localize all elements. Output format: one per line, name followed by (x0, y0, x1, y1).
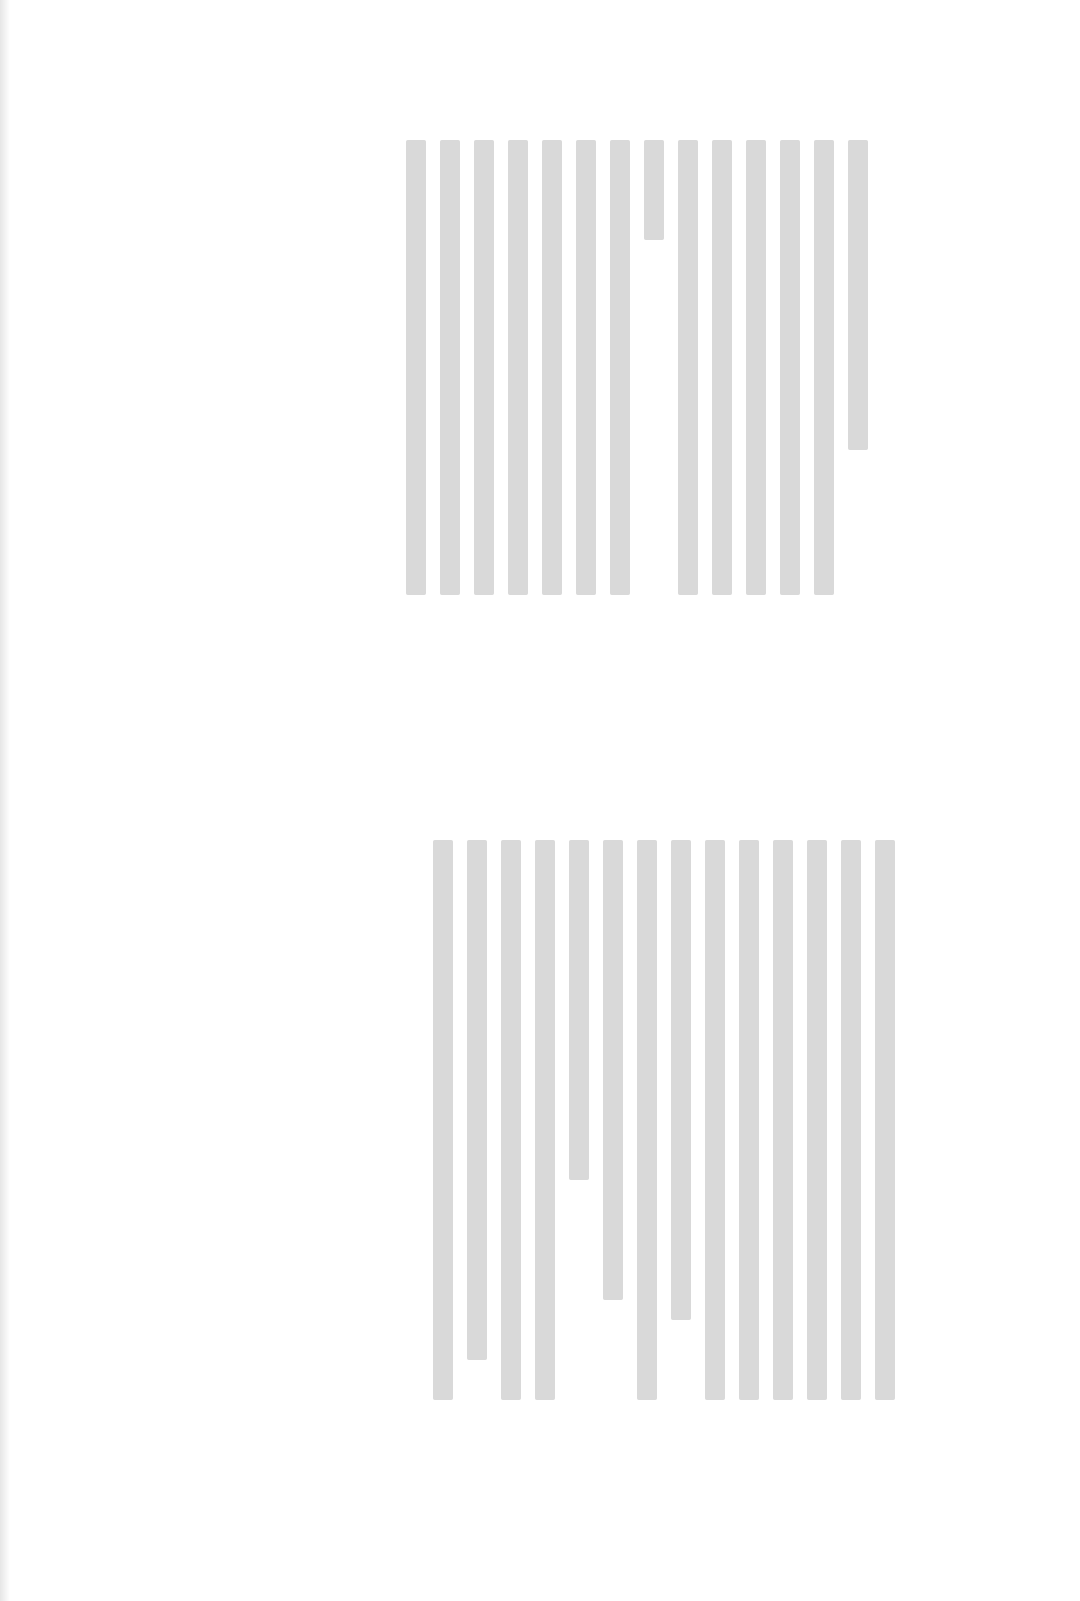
redacted-text-line (705, 840, 725, 1400)
text-block-lower (433, 840, 895, 1400)
redacted-text-line (678, 140, 698, 595)
redacted-text-line (603, 840, 623, 1300)
redacted-text-line (712, 140, 732, 595)
redacted-text-line (474, 140, 494, 595)
redacted-text-line (569, 840, 589, 1180)
text-block-upper (406, 140, 868, 595)
redacted-text-line (739, 840, 759, 1400)
redacted-text-line (848, 140, 868, 450)
redacted-text-line (535, 840, 555, 1400)
redacted-text-line (644, 140, 664, 240)
redacted-text-line (814, 140, 834, 595)
redacted-text-line (501, 840, 521, 1400)
redacted-text-line (637, 840, 657, 1400)
redacted-text-line (671, 840, 691, 1320)
redacted-text-line (440, 140, 460, 595)
redacted-text-line (780, 140, 800, 595)
redacted-text-line (508, 140, 528, 595)
redacted-text-line (841, 840, 861, 1400)
redacted-text-line (875, 840, 895, 1400)
redacted-text-line (467, 840, 487, 1360)
redacted-text-line (807, 840, 827, 1400)
redacted-text-line (610, 140, 630, 595)
redacted-text-line (576, 140, 596, 595)
redacted-text-line (542, 140, 562, 595)
redacted-text-line (773, 840, 793, 1400)
redacted-text-line (433, 840, 453, 1400)
page-binding-edge (0, 0, 10, 1601)
redacted-text-line (746, 140, 766, 595)
redacted-text-line (406, 140, 426, 595)
